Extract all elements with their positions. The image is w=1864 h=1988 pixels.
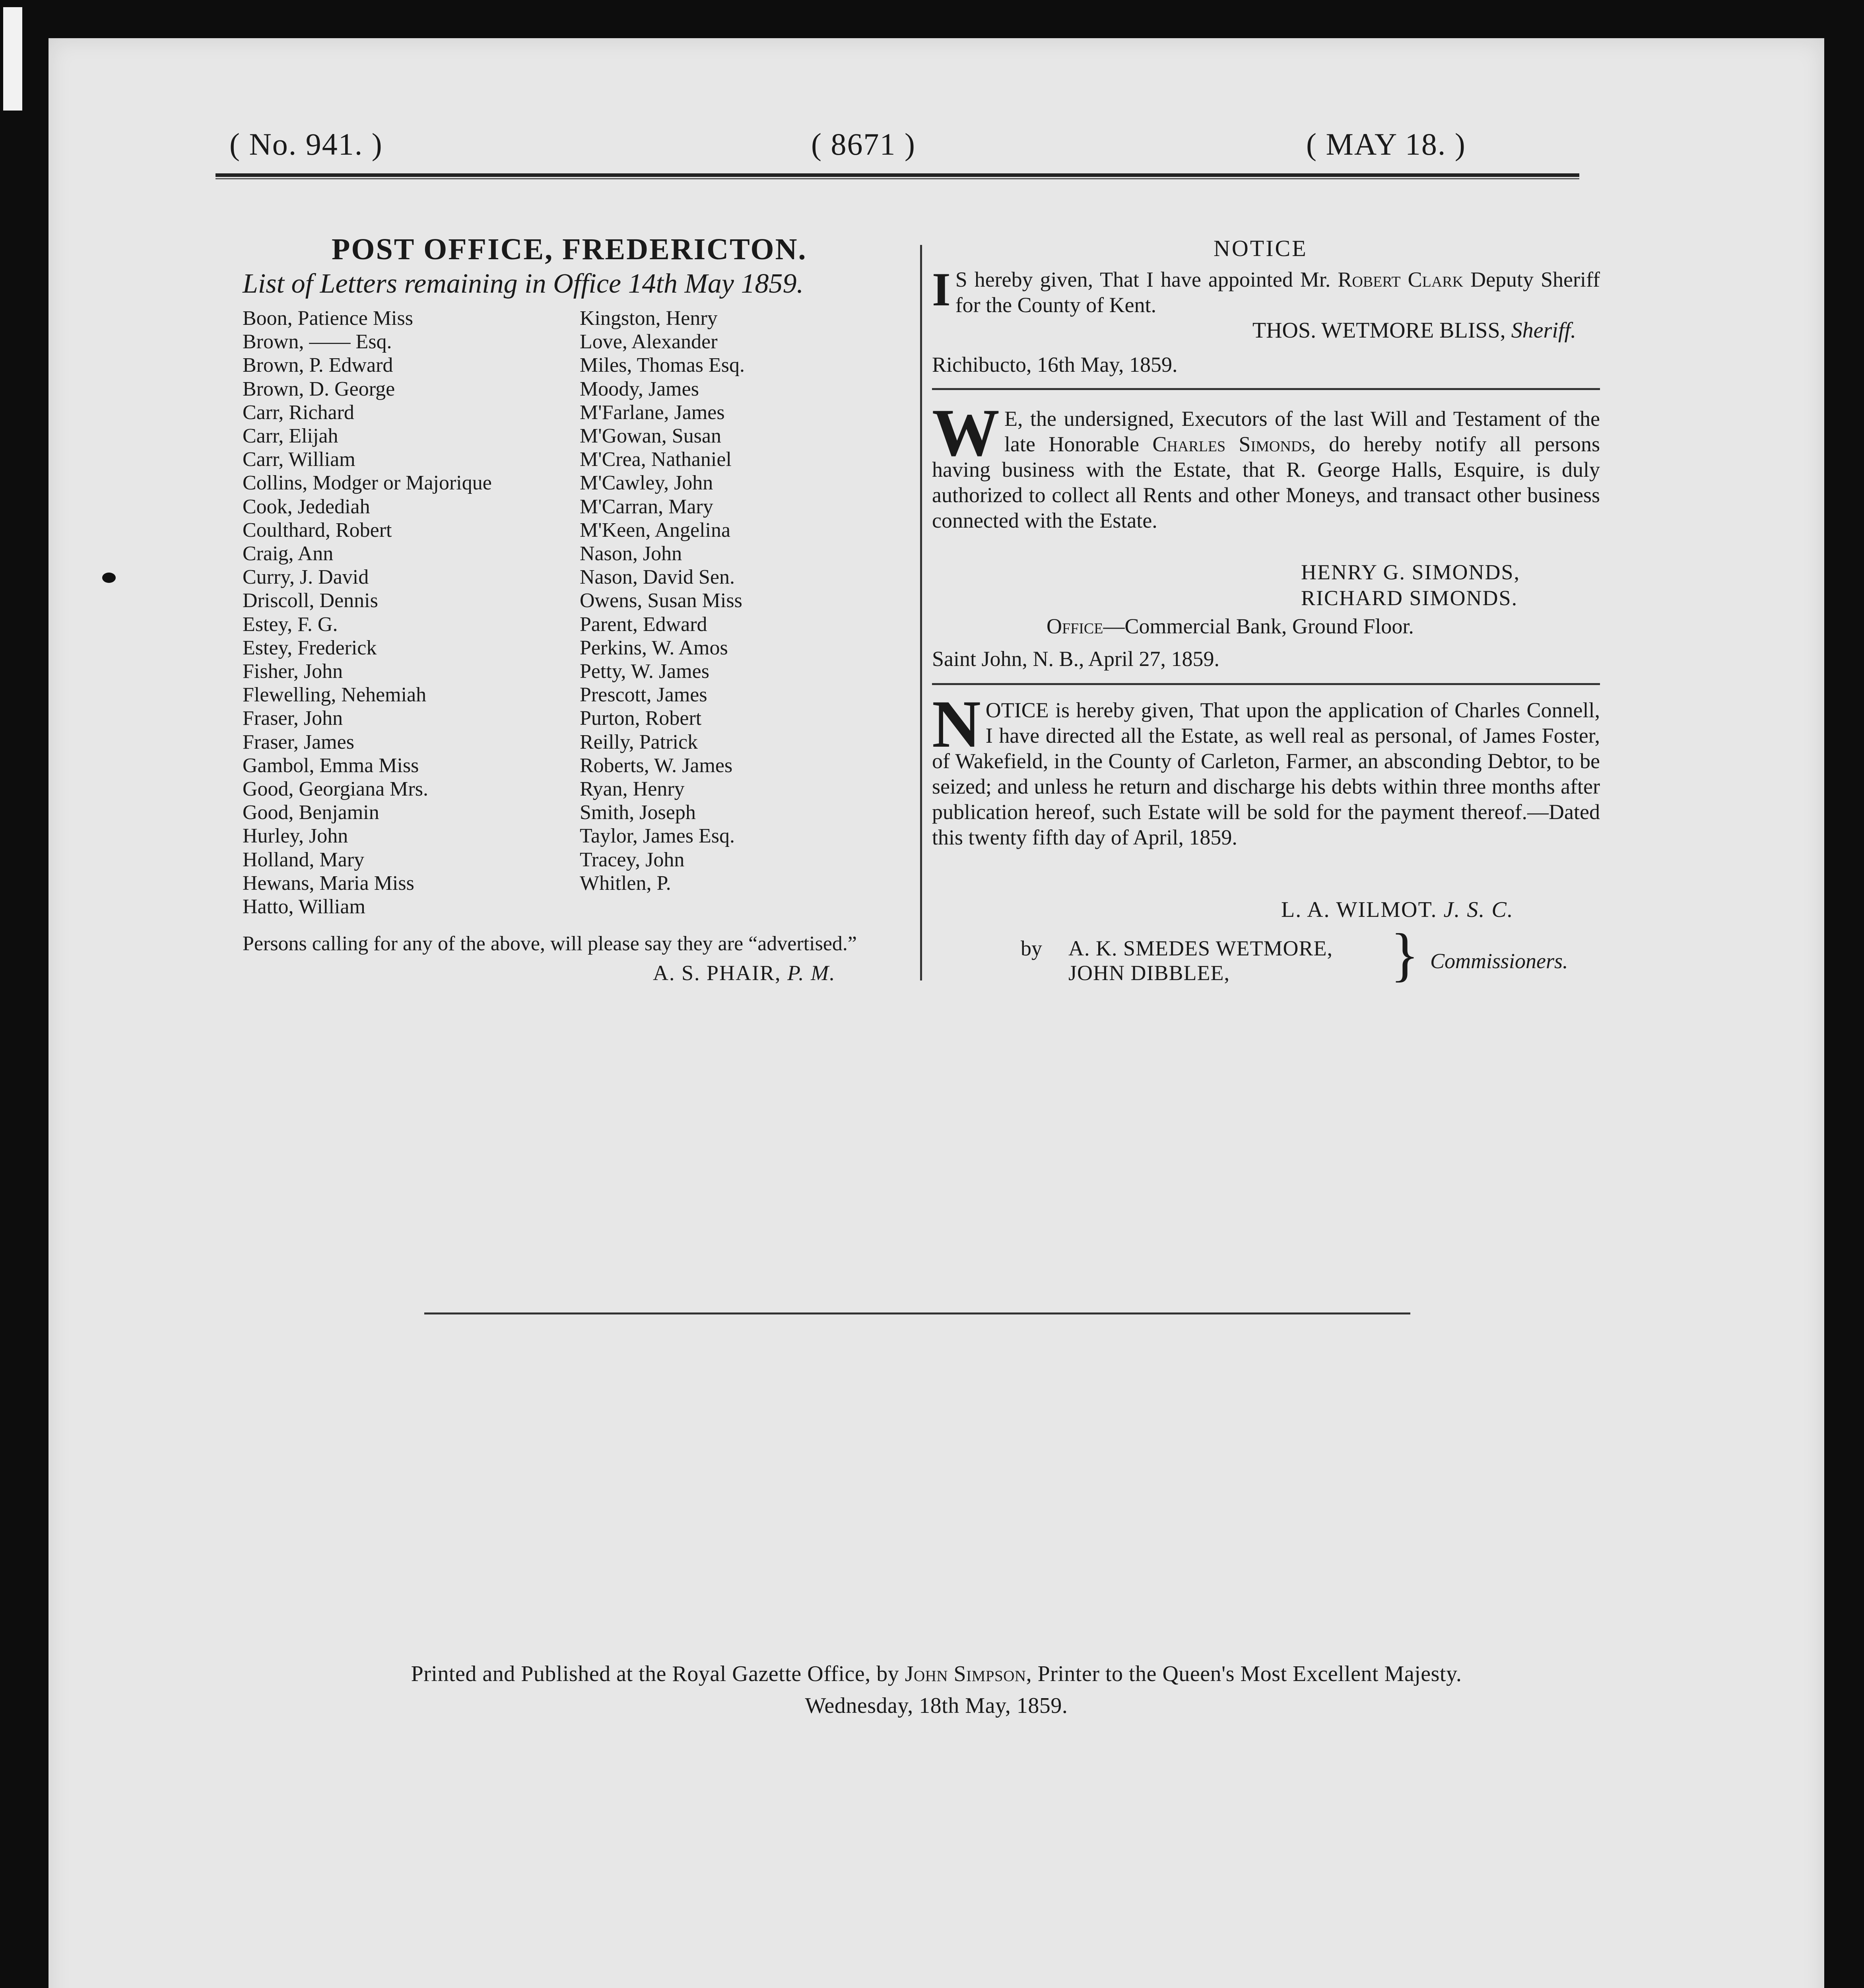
column-divider <box>920 245 922 980</box>
imprint-date: Wednesday, 18th May, 1859. <box>805 1693 1068 1718</box>
list-item: Miles, Thomas Esq. <box>580 354 745 377</box>
commissioner-1: A. K. SMEDES WETMORE, <box>1068 936 1333 960</box>
list-item: M'Gowan, Susan <box>580 425 722 448</box>
list-item: Tracey, John <box>580 848 685 871</box>
gazette-page <box>49 38 1824 1988</box>
persons-calling-note: Persons calling for any of the above, will please say they are “advertised.” <box>243 932 857 955</box>
list-item: Gambol, Emma Miss <box>243 754 419 777</box>
printer-name: John Simpson <box>905 1662 1026 1686</box>
brace-glyph: } <box>1390 922 1419 988</box>
list-item: Driscoll, Dennis <box>243 589 378 612</box>
list-item: Parent, Edward <box>580 613 707 636</box>
list-item: M'Farlane, James <box>580 401 725 424</box>
list-item: Whitlen, P. <box>580 872 671 895</box>
notice-separator <box>932 388 1600 390</box>
commissioners-label: Commissioners. <box>1430 949 1568 973</box>
list-item: Craig, Ann <box>243 542 334 565</box>
list-item: Brown, P. Edward <box>243 354 393 377</box>
office-address: Office—Commercial Bank, Ground Floor. <box>1047 614 1414 638</box>
list-item: Purton, Robert <box>580 707 702 730</box>
list-item: Carr, Elijah <box>243 425 338 448</box>
list-item: Taylor, James Esq. <box>580 825 735 848</box>
list-item: Hurley, John <box>243 825 348 848</box>
section-rule <box>424 1312 1410 1314</box>
executor-signature-2: RICHARD SIMONDS. <box>1301 586 1518 610</box>
list-item: Carr, Richard <box>243 401 354 424</box>
notice1-date: Richibucto, 16th May, 1859. <box>932 353 1178 377</box>
list-item: Holland, Mary <box>243 848 365 871</box>
list-item: Good, Georgiana Mrs. <box>243 778 428 801</box>
notice-heading: NOTICE <box>1214 235 1308 261</box>
header-rule-thin <box>216 178 1579 179</box>
list-item: Petty, W. James <box>580 660 709 683</box>
list-item: Estey, Frederick <box>243 636 377 659</box>
drop-cap: N <box>932 687 981 761</box>
list-item: Fraser, John <box>243 707 343 730</box>
header-rule <box>216 173 1579 177</box>
by-label: by <box>1021 936 1042 960</box>
issue-date: ( MAY 18. ) <box>1306 127 1466 161</box>
page-number: ( 8671 ) <box>811 127 916 161</box>
list-item: Boon, Patience Miss <box>243 307 413 330</box>
list-item: Fisher, John <box>243 660 343 683</box>
list-item: M'Crea, Nathaniel <box>580 448 732 471</box>
list-item: Ryan, Henry <box>580 778 685 801</box>
drop-cap: I <box>932 263 951 316</box>
judge-signature: L. A. WILMOT. J. S. C. <box>1281 897 1514 922</box>
list-item: Smith, Joseph <box>580 801 696 824</box>
commissioner-2: JOHN DIBBLEE, <box>1068 961 1230 985</box>
notice-separator <box>932 683 1600 685</box>
executors-notice: W E, the undersigned, Executors of the last Will and Testament of the late Honorable Charles Simonds, do hereby notify all persons having business with the Estate, that R. George Halls, Esquire, is duly authorized to collect all Rents and other Moneys, and transact other business connected with the Estate. <box>932 395 1600 532</box>
sheriff-signature: THOS. WETMORE BLISS, Sheriff. <box>1252 318 1576 343</box>
list-subtitle: List of Letters remaining in Office 14th May 1859. <box>243 268 804 299</box>
list-item: Moody, James <box>580 377 699 400</box>
list-item: M'Keen, Angelina <box>580 518 731 542</box>
list-item: Coulthard, Robert <box>243 518 392 542</box>
appointee-name: Robert Clark <box>1338 268 1464 291</box>
postmaster-signature: A. S. PHAIR, P. M. <box>653 961 836 985</box>
executor-signature-1: HENRY G. SIMONDS, <box>1301 560 1520 584</box>
list-item: Kingston, Henry <box>580 307 718 330</box>
absconding-debtor-notice: NOTICE is hereby given, That upon the application of Charles Connell, I have directed all the Estate, as well real as personal, of James Foster, of Wakefield, in the County of Carleton, Farmer, an absconding Debtor, to be seized; and unless he return and discharge his debts within three months after publication hereof, such Estate will be sold for the payment thereof.—Dated this twenty fifth day of April, 1859. <box>932 687 1600 849</box>
list-item: Flewelling, Nehemiah <box>243 683 427 707</box>
list-item: Brown, —— Esq. <box>243 330 392 353</box>
list-item: Hatto, William <box>243 895 365 918</box>
deceased-name: Charles Simonds <box>1152 432 1311 456</box>
list-item: M'Cawley, John <box>580 472 713 495</box>
list-item: Estey, F. G. <box>243 613 338 636</box>
notice2-date: Saint John, N. B., April 27, 1859. <box>932 647 1220 671</box>
drop-cap: W <box>932 395 1000 470</box>
list-item: Nason, David Sen. <box>580 566 735 589</box>
post-office-title: POST OFFICE, FREDERICTON. <box>332 233 807 266</box>
letters-list-column-2 <box>580 307 745 895</box>
list-item: Perkins, W. Amos <box>580 636 728 659</box>
list-item: Curry, J. David <box>243 566 369 589</box>
list-item: Carr, William <box>243 448 355 471</box>
list-item: Collins, Modger or Majorique <box>243 472 492 495</box>
list-item: Brown, D. George <box>243 377 395 400</box>
list-item: Roberts, W. James <box>580 754 733 777</box>
list-item: Hewans, Maria Miss <box>243 872 414 895</box>
list-item: Fraser, James <box>243 730 354 753</box>
imprint-line: Printed and Published at the Royal Gazette Office, by John Simpson, Printer to the Queen's Most Excellent Majesty. <box>411 1662 1462 1686</box>
list-item: Nason, John <box>580 542 682 565</box>
ink-speck <box>102 573 116 583</box>
deputy-sheriff-notice: I S hereby given, That I have appointed Mr. Robert Clark Deputy Sheriff for the County of Kent. <box>932 263 1600 317</box>
scan-edge-mark-top <box>3 7 22 111</box>
issue-number: ( No. 941. ) <box>229 127 383 161</box>
letters-list-column-1 <box>243 307 492 918</box>
list-item: Reilly, Patrick <box>580 730 698 753</box>
list-item: Love, Alexander <box>580 330 718 353</box>
list-item: Prescott, James <box>580 683 707 707</box>
list-item: Owens, Susan Miss <box>580 589 742 612</box>
list-item: M'Carran, Mary <box>580 495 713 518</box>
list-item: Good, Benjamin <box>243 801 379 824</box>
list-item: Cook, Jedediah <box>243 495 370 518</box>
